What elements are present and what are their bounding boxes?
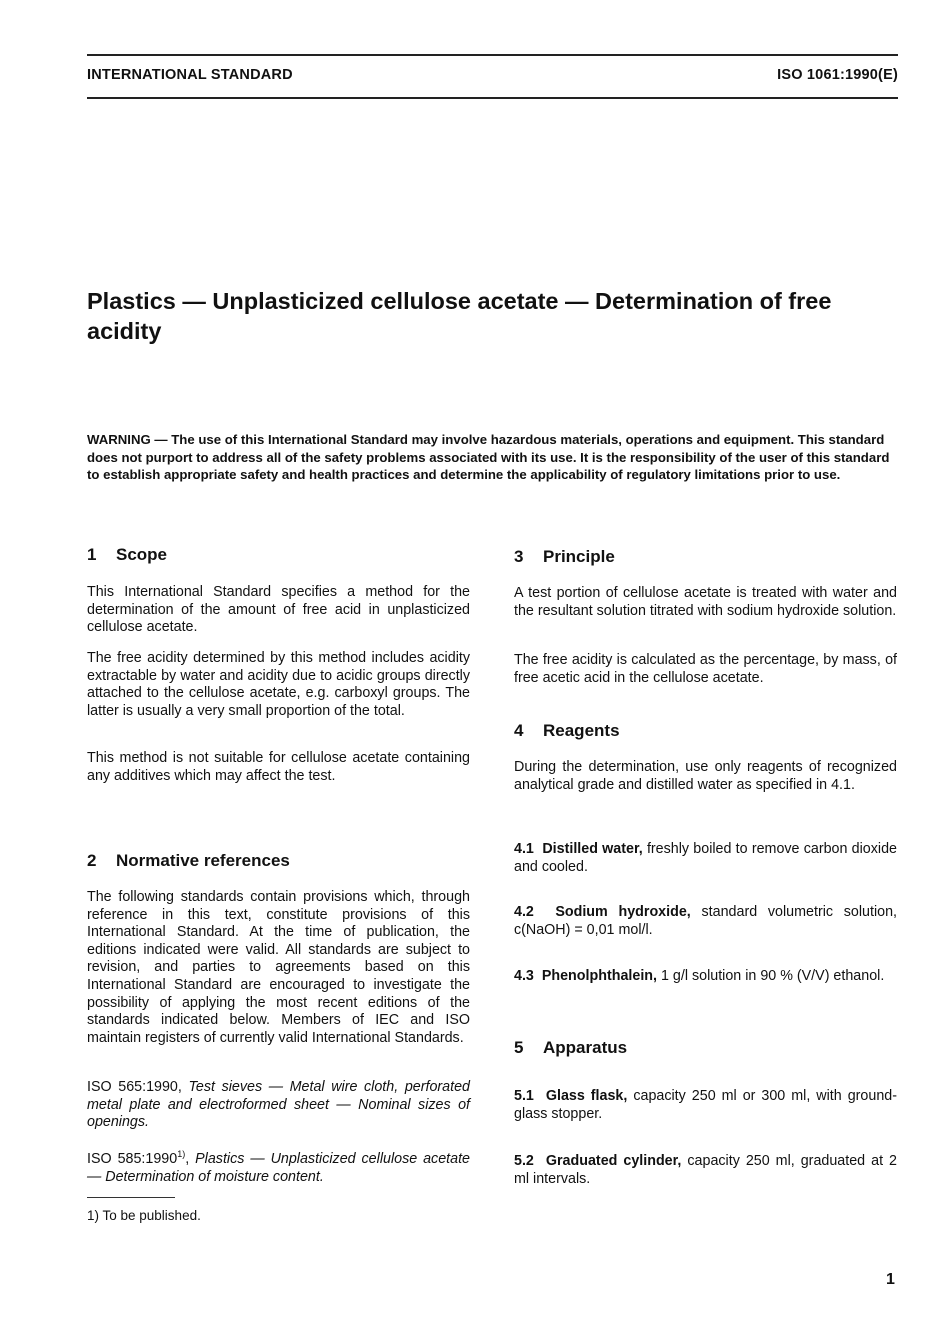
item-name: Phenolphthalein, (541, 968, 657, 984)
item-text: freshly boiled to remove carbon dioxide and cooled. (514, 841, 897, 875)
apparatus-item (514, 1153, 897, 1188)
ref-title: Plastics — Unplasticized cellulose acetate — Determination of moisture content. (87, 1151, 471, 1185)
scope-body-3 (87, 750, 470, 785)
item-name: Graduated cylinder, (545, 1153, 682, 1169)
normative-ref-2: ISO 585:1990$^{1)}$, Plastics — Unplasticized cellulose acetate — Determination of moisture content. (87, 1149, 471, 1185)
reagent-item (514, 904, 897, 939)
clause-number: 4.2 (514, 904, 534, 920)
scope-body (87, 584, 470, 637)
warning-notice: WARNING — The use of this International Standard may involve hazardous materials, operations and equipment. This standard does not purport to address all of the safety problems associated with its use. It is the responsibility of the user of this standard to establish appropriate safety and health practices and determine the applicability of regulatory limitations prior to use. (87, 432, 890, 482)
clause-number: 4.1 (514, 841, 534, 857)
scope-paragraph-1: This International Standard specifies a method for the determination of the amount of free acid in unplasticized cellulose acetate. (87, 584, 470, 636)
section-number: 4 (514, 721, 524, 740)
clause-number: 4.3 (514, 968, 534, 984)
principle-paragraph-1: A test portion of cellulose acetate is treated with water and the resultant solution titrated with sodium hydroxide solution. (514, 585, 897, 619)
section-heading-principle (514, 547, 615, 567)
section-title: Reagents (543, 721, 620, 740)
section-title: Apparatus (543, 1038, 628, 1057)
header-bottom-rule (87, 97, 898, 99)
section-heading-apparatus (514, 1038, 627, 1058)
item-text: 1 g/l solution in 90 % (V/V) ethanol. (660, 968, 885, 984)
scope-paragraph-2: The free acidity determined by this method includes acidity extractable by water and acidity due to acidic groups directly attached to the cellulose acetate, e.g. carboxyl groups. The latter is usually a very small proportion of the total. (87, 650, 470, 719)
header-right: ISO 1061:1990(E) (777, 67, 898, 83)
section-title: Scope (116, 545, 168, 564)
principle-paragraph-2: The free acidity is calculated as the percentage, by mass, of free acetic acid in the cellulose acetate. (514, 652, 897, 686)
item-text: capacity 250 ml, graduated at 2 ml intervals. (514, 1153, 897, 1187)
item-text: standard volumetric solution, c(NaOH) = 0,01 mol/l. (514, 904, 897, 938)
footnote-rule (87, 1197, 175, 1198)
item-name: Distilled water, (542, 841, 643, 857)
section-number: 1 (87, 545, 97, 564)
normative-ref-1 (87, 1079, 470, 1132)
ref-title: Test sieves — Metal wire cloth, perforated metal plate and electroformed sheet — Nominal sizes of openings. (87, 1079, 470, 1131)
clause-number: 5.2 (514, 1153, 534, 1169)
item-name: Sodium hydroxide, (555, 904, 691, 920)
reagents-paragraph-1: During the determination, use only reagents of recognized analytical grade and distilled water as specified in 4.1. (514, 759, 897, 793)
page-number: 1 (886, 1271, 895, 1288)
section-number: 3 (514, 547, 524, 566)
section-heading-normative-references (87, 851, 290, 871)
scope-paragraph-3: This method is not suitable for cellulose acetate containing any additives which may affect the test. (87, 750, 470, 784)
footnote: 1) To be published. (87, 1208, 201, 1223)
principle-body-2 (514, 652, 897, 687)
section-heading-reagents (514, 721, 620, 741)
section-heading-scope (87, 545, 167, 565)
normative-paragraph-1: The following standards contain provisions which, through reference in this text, constitute provisions of this International Standard. At the time of publication, the editions indicated were valid. All standards are subject to revision, and parties to agreements based on this International Standard are encouraged to investigate the possibility of applying the most recent editions of the standards indicated below. Members of IEC and ISO maintain registers of currently valid International Standards. (87, 889, 470, 1046)
reagent-item (514, 968, 897, 986)
header-left: INTERNATIONAL STANDARD (87, 67, 293, 83)
apparatus-item (514, 1088, 897, 1123)
section-title: Normative references (116, 851, 290, 870)
scope-body-2 (87, 650, 470, 720)
ref-code: ISO 585:1990 (87, 1151, 178, 1167)
section-number: 5 (514, 1038, 524, 1057)
section-number: 2 (87, 851, 97, 870)
reagent-item (514, 841, 897, 876)
principle-body (514, 585, 897, 620)
clause-number: 5.1 (514, 1088, 534, 1104)
section-title: Principle (543, 547, 615, 566)
item-name: Glass flask, (545, 1088, 628, 1104)
header-top-rule (87, 54, 898, 56)
normative-body (87, 889, 470, 1047)
document-title: Plastics — Unplasticized cellulose acetate — Determination of free acidity (87, 288, 832, 344)
footnote-mark: 1) (177, 1149, 186, 1160)
ref-code: ISO 565:1990, (87, 1079, 182, 1095)
item-text: capacity 250 ml or 300 ml, with ground-glass stopper. (514, 1088, 897, 1122)
reagents-body (514, 759, 897, 794)
